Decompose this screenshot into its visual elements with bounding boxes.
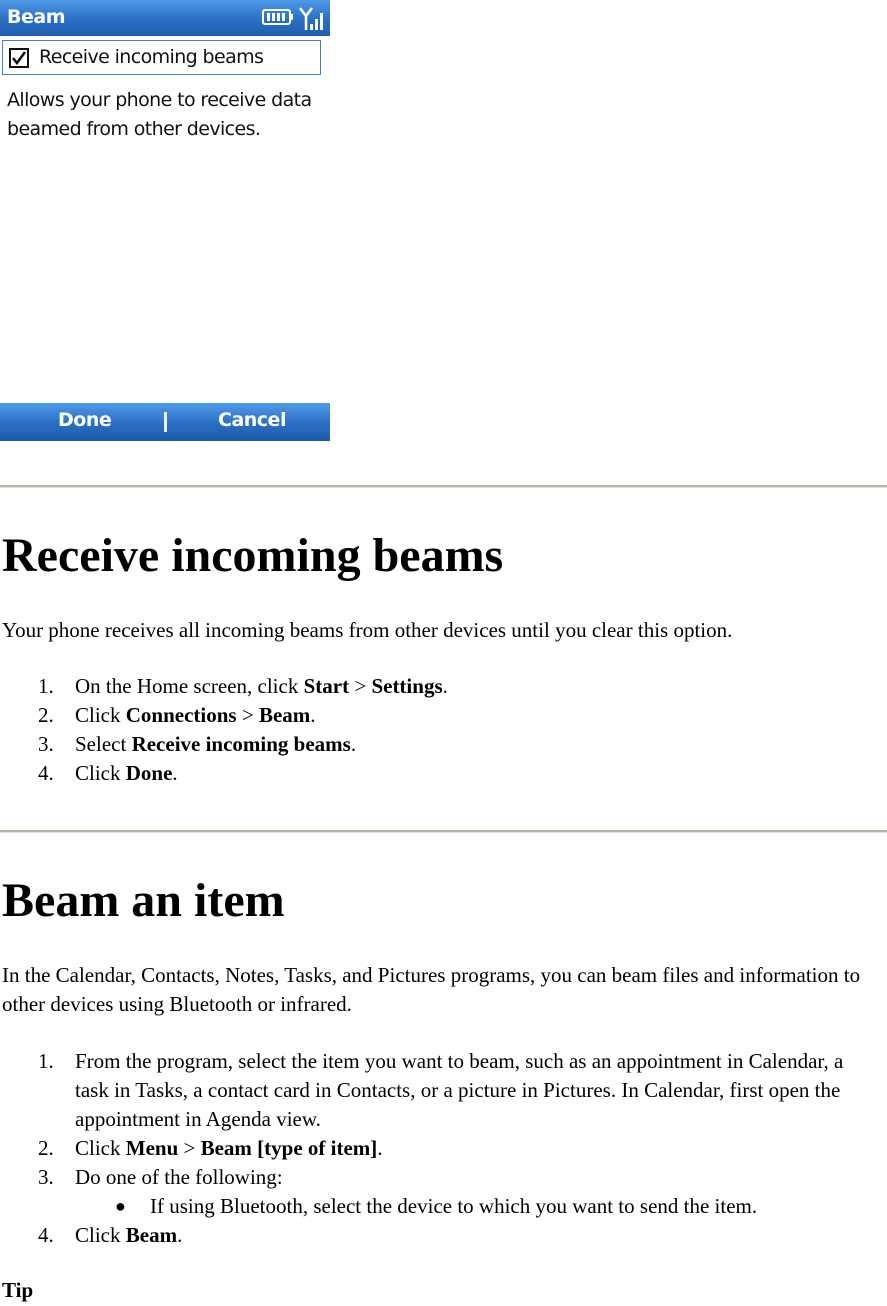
- step-text: .: [350, 732, 357, 756]
- step-text: Do one of the following:: [75, 1165, 283, 1189]
- step-bold: Menu: [125, 1136, 179, 1160]
- step-bold: Settings: [371, 674, 443, 698]
- section-heading-receive: Receive incoming beams: [2, 529, 504, 582]
- receive-beams-label: Receive incoming beams: [39, 46, 264, 68]
- softkey-divider: [164, 412, 167, 432]
- cancel-softkey[interactable]: Cancel: [218, 409, 286, 431]
- step-text: Select: [75, 732, 132, 756]
- beam-steps-list: [0, 1047, 880, 1250]
- step-bold: Connections: [125, 703, 237, 727]
- section-intro-receive: Your phone receives all incoming beams from other devices until you clear this option.: [2, 618, 733, 642]
- step-text: Click: [75, 703, 126, 727]
- receive-beams-option[interactable]: [2, 40, 321, 75]
- step-number: 4.: [38, 1223, 54, 1247]
- step-text: .: [177, 1223, 183, 1247]
- section-divider: [0, 485, 887, 488]
- done-softkey[interactable]: Done: [58, 409, 112, 431]
- step-text: >: [236, 703, 259, 727]
- bullet-text: If using Bluetooth, select the device to which you want to send the item.: [150, 1194, 758, 1218]
- step-number: 4.: [38, 761, 54, 785]
- step-number: 3.: [38, 732, 54, 756]
- list-item: [0, 1134, 880, 1163]
- step-text: Click: [75, 1223, 126, 1247]
- step-number: 1.: [38, 674, 54, 698]
- battery-icon: [262, 7, 294, 27]
- step-bold: Start: [303, 674, 350, 698]
- step-text: .: [310, 703, 316, 727]
- list-item: [0, 672, 880, 701]
- section-heading-beam-item: Beam an item: [2, 874, 285, 927]
- step-text: Click: [75, 1136, 126, 1160]
- step-text: >: [178, 1136, 201, 1160]
- step-number: 2.: [38, 1136, 54, 1160]
- step-number: 1.: [38, 1049, 54, 1073]
- step-bold: Receive incoming beams: [131, 732, 351, 756]
- list-item: [0, 701, 880, 730]
- step-bold: Beam [type of item]: [200, 1136, 378, 1160]
- step-text: .: [377, 1136, 383, 1160]
- list-item: [0, 1163, 880, 1221]
- bullet-icon: ●: [115, 1196, 126, 1216]
- list-item: [0, 1047, 880, 1134]
- step-bold: Beam: [125, 1223, 178, 1247]
- step-text: .: [442, 674, 448, 698]
- section-intro-beam-item: In the Calendar, Contacts, Notes, Tasks, and Pictures programs, you can beam files and information to other devices using Bluetooth or infrared.: [2, 963, 861, 1016]
- step-text: From the program, select the item you want to beam, such as an appointment in Calendar, a task in Tasks, a contact card in Contacts, or a picture in Pictures. In Calendar, first open the appointment in Agenda view.: [75, 1049, 844, 1131]
- step-bold: Done: [125, 761, 173, 785]
- phone-softkey-bar: [0, 403, 330, 441]
- checkmark-icon: [11, 50, 27, 66]
- step-number: 3.: [38, 1165, 54, 1189]
- list-item: [75, 1192, 880, 1221]
- step-text: On the Home screen, click: [75, 674, 304, 698]
- tip-label: Tip: [2, 1278, 34, 1302]
- signal-icon: [298, 4, 326, 32]
- step-bold: Beam: [258, 703, 311, 727]
- receive-steps-list: [0, 672, 880, 788]
- list-item: [0, 1221, 880, 1250]
- list-item: [0, 730, 880, 759]
- step-text: Click: [75, 761, 126, 785]
- phone-screenshot: [0, 0, 330, 441]
- receive-beams-checkbox[interactable]: [9, 48, 29, 68]
- phone-title-bar: [0, 0, 330, 36]
- phone-title: Beam: [7, 6, 65, 28]
- sub-bullet-list: [75, 1192, 880, 1221]
- step-text: >: [349, 674, 372, 698]
- step-text: .: [172, 761, 178, 785]
- phone-description: Allows your phone to receive data beamed from other devices.: [7, 89, 312, 140]
- step-number: 2.: [38, 703, 54, 727]
- list-item: [0, 759, 880, 788]
- section-divider: [0, 830, 887, 833]
